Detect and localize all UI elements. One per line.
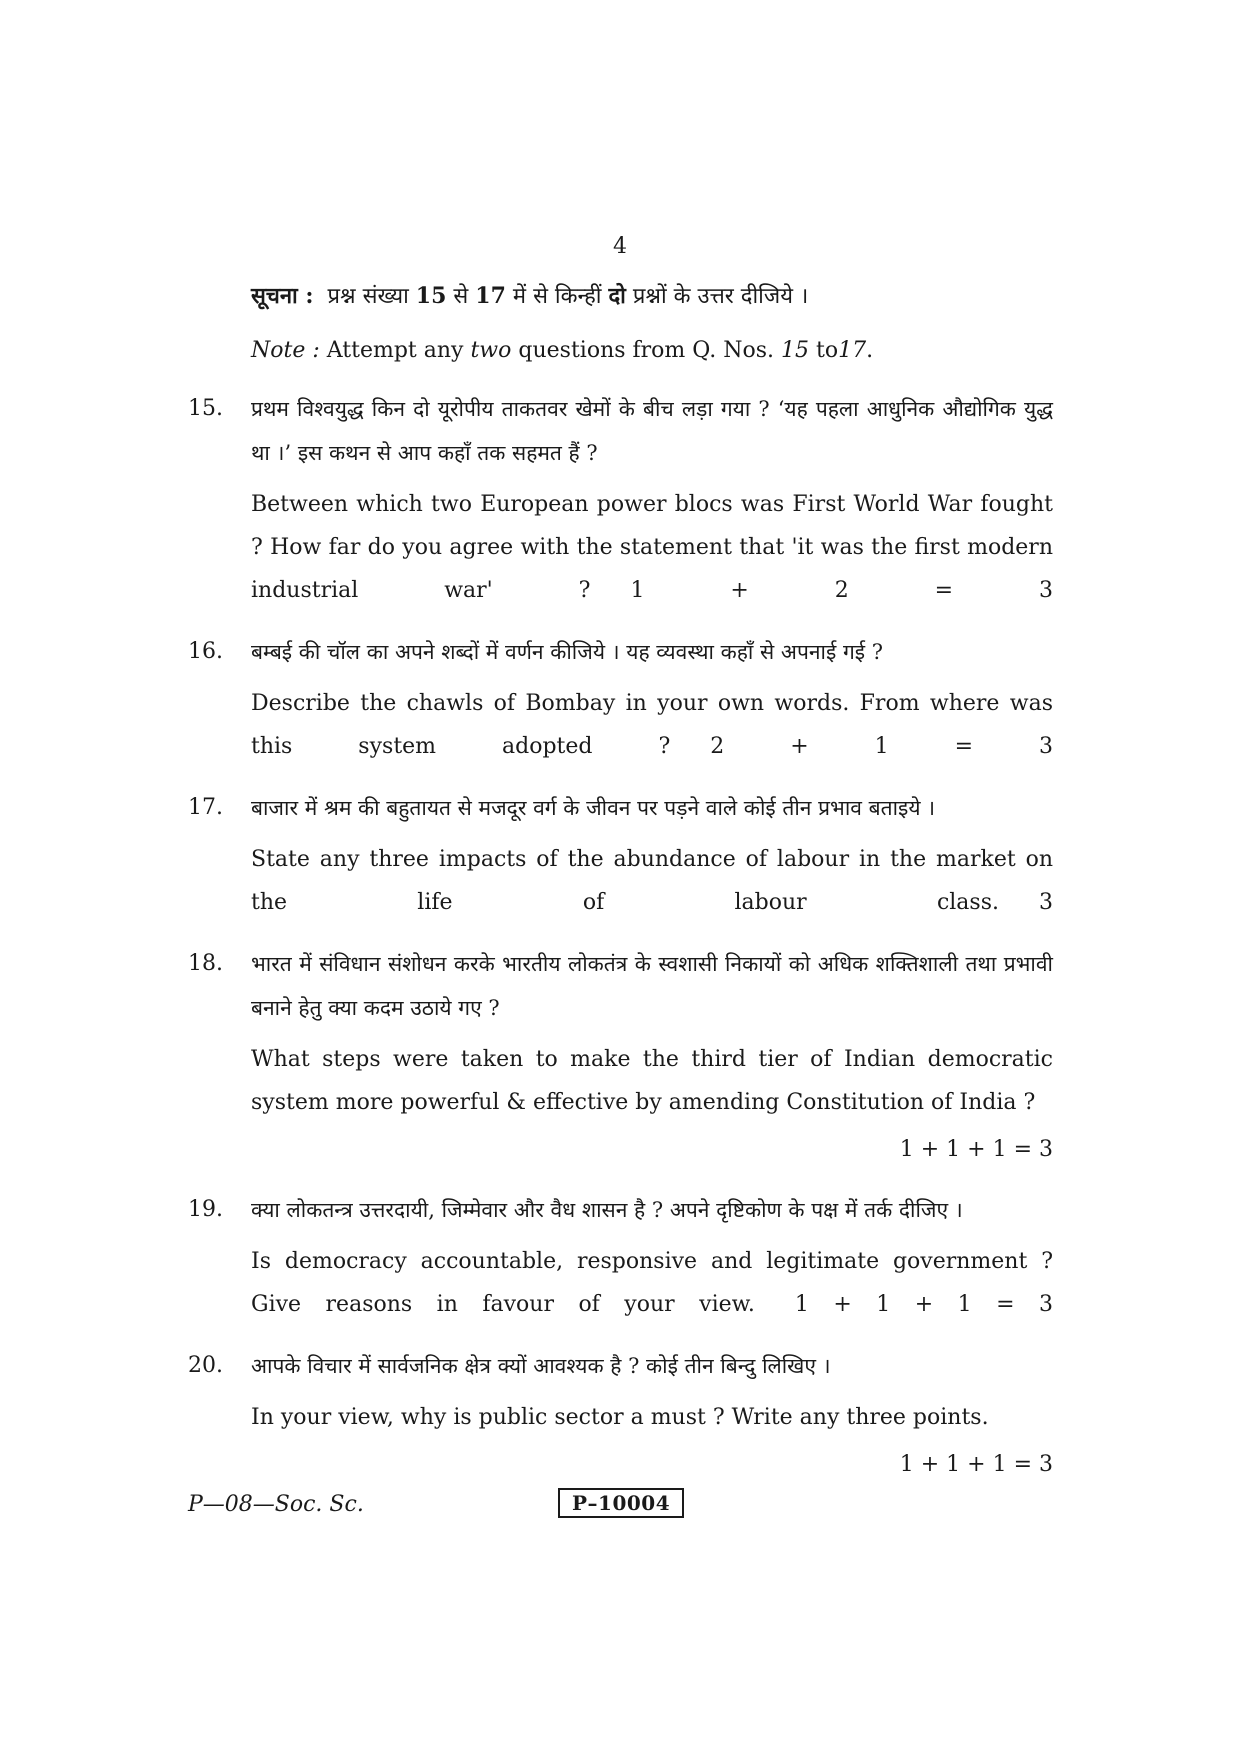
question-english (251, 483, 1053, 612)
question-english-text: Between which two European power blocs was First World War fought ? How far do you agree with the statement that 'it was the first modern industrial war' ? (251, 492, 1053, 603)
question-hindi: क्या लोकतन्त्र उत्तरदायी, जिम्मेवार और वैध शासन है ? अपने दृष्टिकोण के पक्ष में तर्क दीजिए । (251, 1198, 963, 1222)
question-english: What steps were taken to make the third tier of Indian democratic system more powerful & effective by amending Constitution of India ? (251, 1047, 1053, 1115)
instruction-hindi-text: प्रश्नों के उत्तर दीजिये । (632, 284, 809, 309)
question-hindi: प्रथम विश्वयुद्ध किन दो यूरोपीय ताकतवर खेमों के बीच लड़ा गया ? ‘यह पहला आधुनिक औद्योगिक युद्ध था ।’ इस कथन से आप कहाँ तक सहमत हैं ? (251, 397, 1053, 465)
page-number: 4 (613, 234, 627, 259)
question-number: 17. (188, 795, 223, 820)
instruction-hindi-text: में से किन्हीं (512, 284, 602, 309)
question-marks: 1 + 1 + 1 = 3 (899, 1137, 1053, 1162)
page-footer (188, 1488, 1053, 1524)
instruction-hindi-label: सूचना : (251, 283, 314, 309)
question-english-text: Is democracy accountable, responsive and legitimate government ? Give reasons in favour of your view. (251, 1249, 1053, 1317)
question-english (251, 682, 1053, 768)
instruction-hindi-bold: दो (608, 283, 626, 309)
question-english-text: Describe the chawls of Bombay in your own words. From where was this system adopted ? (251, 691, 1053, 759)
question-marks: 1 + 1 + 1 = 3 (899, 1452, 1053, 1477)
question-number: 15. (188, 396, 223, 421)
question-english (251, 1240, 1053, 1326)
question-marks: 2 + 1 = 3 (710, 734, 1053, 759)
question-19 (188, 1188, 1053, 1326)
instruction-english-text: . (866, 338, 874, 363)
question-marks: 1 + 1 + 1 = 3 (794, 1292, 1053, 1317)
question-marks: 3 (1039, 890, 1053, 915)
question-number: 20. (188, 1353, 223, 1378)
instruction-english-label: Note : (251, 338, 320, 363)
question-hindi: आपके विचार में सार्वजनिक क्षेत्र क्यों आवश्यक है ? कोई तीन बिन्दु लिखिए । (251, 1354, 831, 1378)
question-marks: 1 + 2 = 3 (630, 578, 1053, 603)
instruction-english-num: 17 (838, 338, 867, 363)
question-number: 16. (188, 639, 223, 664)
question-english: In your view, why is public sector a must ? Write any three points. (251, 1405, 989, 1430)
question-paper-content (188, 270, 1053, 1485)
instruction-hindi-text: से (453, 284, 469, 309)
question-english (251, 838, 1053, 924)
instruction-hindi-num: 17 (475, 283, 506, 309)
instruction-hindi-text: प्रश्न संख्या (327, 284, 409, 309)
instruction-hindi (251, 278, 1053, 315)
question-english-text: State any three impacts of the abundance of labour in the market on the life of labour class. (251, 847, 1053, 915)
question-hindi: भारत में संविधान संशोधन करके भारतीय लोकतंत्र के स्वशासी निकायों को अधिक शक्तिशाली तथा प्रभावी बनाने हेतु क्या कदम उठाये गए ? (251, 952, 1053, 1020)
instruction-english-text: Attempt any (326, 338, 464, 363)
question-number: 18. (188, 951, 223, 976)
question-20 (188, 1344, 1053, 1485)
instruction-english-num: 15 (781, 338, 809, 363)
question-18 (188, 942, 1053, 1170)
instruction-english-text: to (816, 338, 839, 363)
question-number: 19. (188, 1197, 223, 1222)
question-15 (188, 387, 1053, 612)
instruction-english-italic: two (470, 338, 512, 363)
instruction-hindi-num: 15 (415, 283, 447, 309)
question-hindi: बम्बई की चॉल का अपने शब्दों में वर्णन कीजिये । यह व्यवस्था कहाँ से अपनाई गई ? (251, 640, 884, 664)
instruction-english-text: questions from Q. Nos. (518, 338, 774, 363)
question-17 (188, 786, 1053, 924)
paper-code-label: P—08—Soc. Sc. (188, 1492, 364, 1517)
instruction-english (251, 333, 1053, 369)
question-16 (188, 630, 1053, 768)
paper-code-box: P–10004 (558, 1488, 684, 1518)
question-hindi: बाजार में श्रम की बहुतायत से मजदूर वर्ग के जीवन पर पड़ने वाले कोई तीन प्रभाव बताइये । (251, 796, 936, 820)
